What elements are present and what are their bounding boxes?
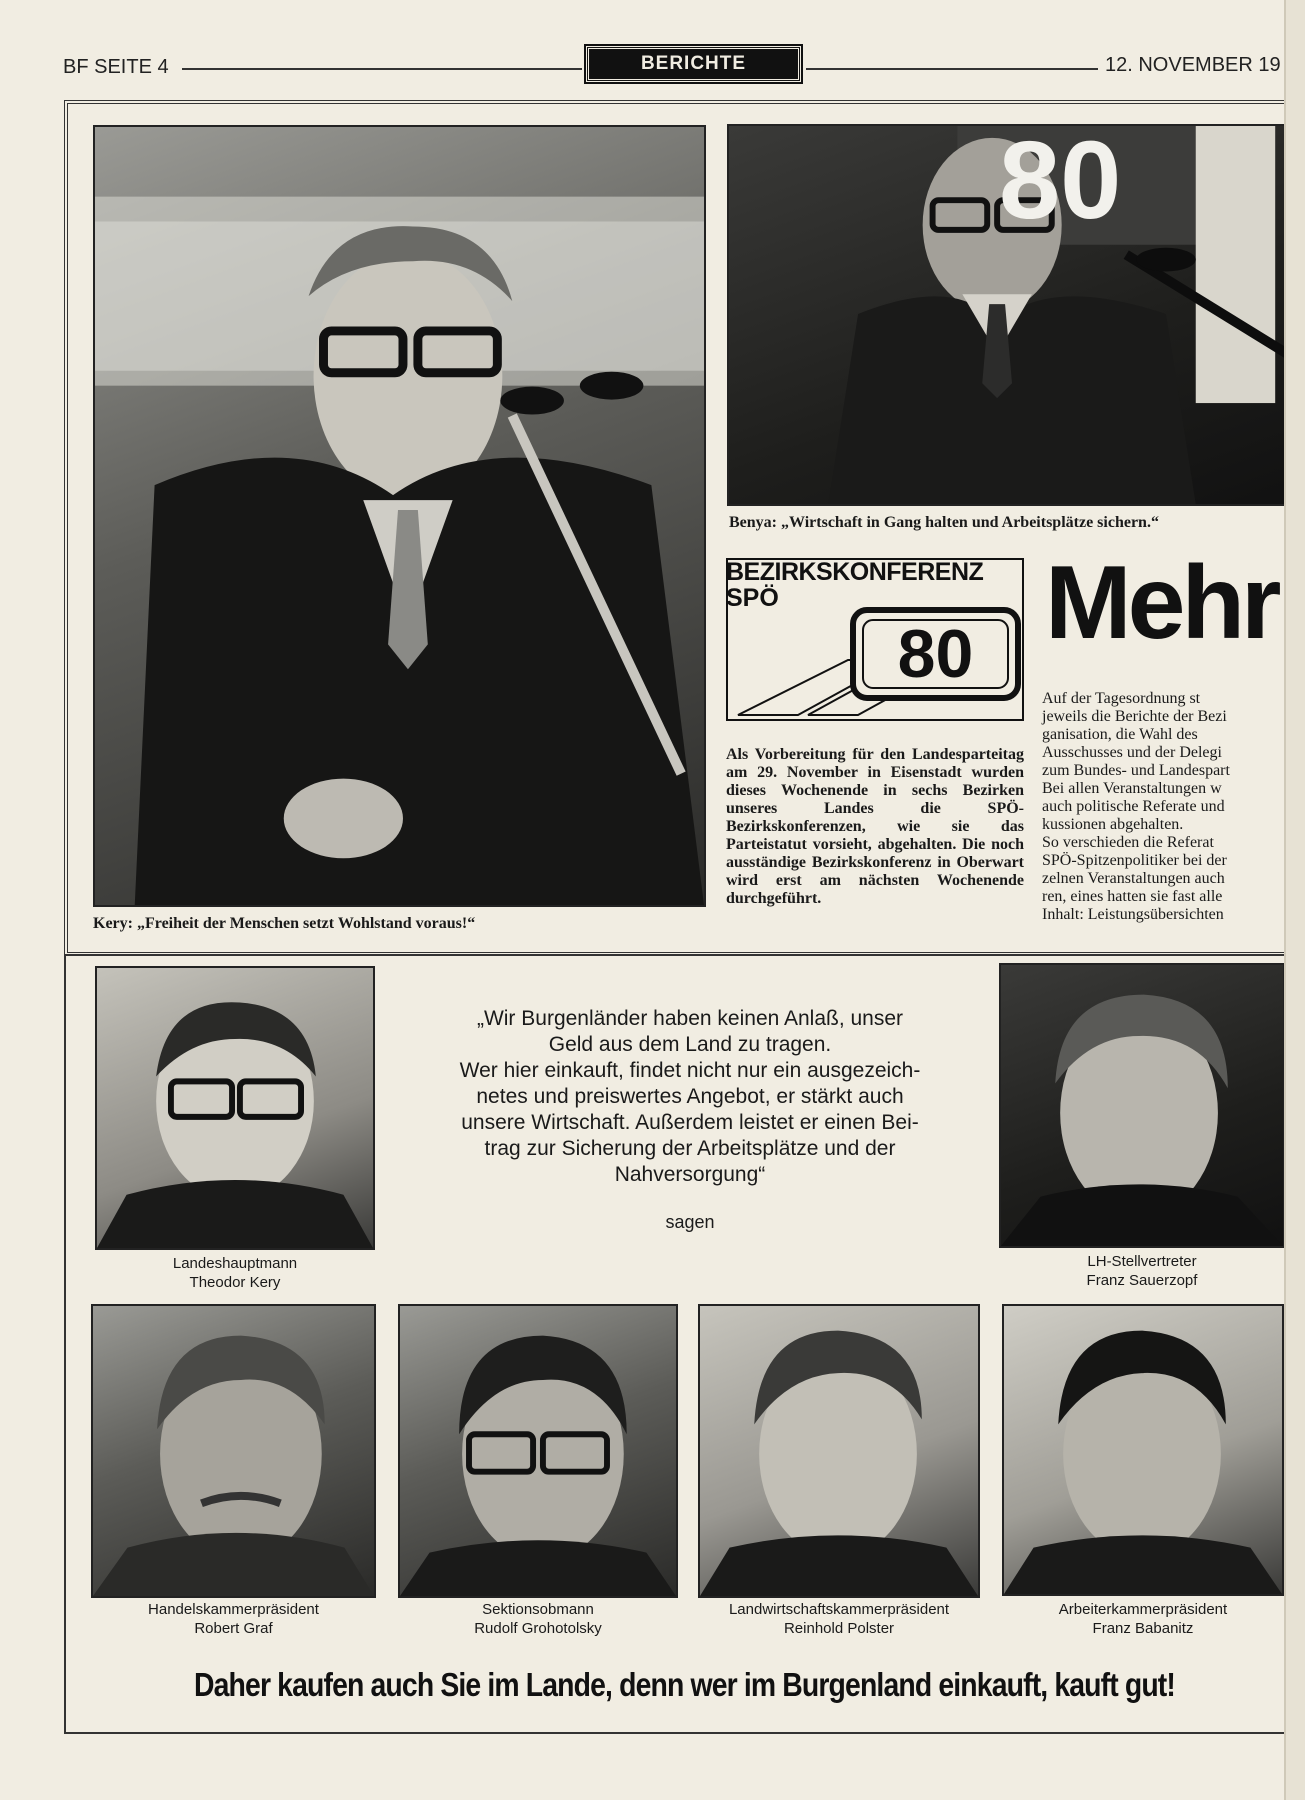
quote-line: „Wir Burgenländer haben keinen Anlaß, unser: [476, 1007, 904, 1030]
portrait-caption-babanitz: [1002, 1600, 1284, 1638]
ad-slogan: Daher kaufen auch Sie im Lande, denn wer im Burgenland einkauft, kauft gut!: [193, 1666, 1175, 1703]
issue-date: 12. NOVEMBER 19: [1105, 54, 1281, 76]
person-title: Arbeiterkammerpräsident: [1058, 1601, 1228, 1618]
quote-line: unsere Wirtschaft. Außerdem leistet er einen Bei-: [461, 1111, 919, 1134]
article-line: Ausschusses und der Delegi: [1042, 744, 1222, 761]
quote-line: netes und preiswertes Angebot, er stärkt auch: [476, 1085, 904, 1108]
article-line: kussionen abgehalten.: [1042, 816, 1184, 833]
article-line: SPÖ-Spitzenpolitiker bei der: [1042, 852, 1227, 869]
person-title: LH-Stellvertreter: [1087, 1253, 1197, 1270]
person-title: Sektionsobmann: [482, 1601, 594, 1618]
page-edge: [1284, 0, 1305, 1800]
portrait-sauerzopf: [999, 963, 1285, 1248]
article-intro-text: Als Vorbereitung für den Landesparteitag am 29. November in Eisenstadt wurden dieses Wochenende in sechs Bezirken unseres Landes die SPÖ-Bezirkskonferenzen, wie sie das Parteistatut vorsieht, abgehalten. Die noch ausständige Bezirkskonferenz in Oberwart wird erst am nächsten Wochenende durchgeführt.: [726, 746, 1024, 907]
backdrop-80-text: 80: [999, 124, 1122, 242]
quote-line: Wer hier einkauft, findet nicht nur ein ausgezeich-: [459, 1059, 921, 1082]
logo-number: 80: [897, 616, 974, 692]
portrait-caption-kery: [95, 1254, 375, 1292]
benya-speech-photo: [727, 124, 1305, 506]
article-line: jeweils die Berichte der Bezi: [1042, 708, 1227, 725]
quote-line: Nahversorgung“: [614, 1163, 766, 1186]
portrait-babanitz: [1002, 1304, 1284, 1596]
section-title: BERICHTE: [586, 46, 801, 82]
person-name: Reinhold Polster: [783, 1620, 895, 1637]
ad-quote: [400, 1006, 980, 1188]
portrait-graf: [91, 1304, 376, 1598]
person-name: Rudolf Grohotolsky: [474, 1620, 602, 1637]
benya-photo-caption: Benya: „Wirtschaft in Gang halten und Arbeitsplätze sichern.“: [729, 514, 1159, 531]
article-headline: Mehr: [1045, 545, 1278, 661]
header-rule-left: [182, 68, 582, 70]
portrait-caption-polster: [690, 1600, 988, 1638]
quote-line: Geld aus dem Land zu tragen.: [548, 1033, 832, 1056]
article-line: zum Bundes- und Landespart: [1042, 762, 1230, 779]
person-name: Franz Babanitz: [1092, 1620, 1194, 1637]
kery-speech-photo: [93, 125, 706, 907]
header-rule-right: [806, 68, 1098, 70]
article-intro: [726, 746, 1024, 908]
article-line: Bei allen Veranstaltungen w: [1042, 780, 1222, 797]
article-line: So verschieden die Referat: [1042, 834, 1214, 851]
article-line: Inhalt: Leistungsübersichten: [1042, 906, 1224, 923]
logo-party: SPÖ: [726, 584, 779, 612]
person-name: Robert Graf: [194, 1620, 273, 1637]
article-line: Auf der Tagesordnung st: [1042, 690, 1201, 707]
portrait-caption-grohotolsky: [398, 1600, 678, 1638]
kery-photo-caption: Kery: „Freiheit der Menschen setzt Wohlstand voraus!“: [93, 915, 476, 932]
portrait-caption-sauerzopf: [999, 1252, 1285, 1290]
article-line: auch politische Referate und: [1042, 798, 1225, 815]
portrait-grohotolsky: [398, 1304, 678, 1598]
person-title: Landwirtschaftskammerpräsident: [728, 1601, 950, 1618]
portrait-caption-graf: [91, 1600, 376, 1638]
portrait-kery: [95, 966, 375, 1250]
article-line: zelnen Veranstaltungen auch: [1042, 870, 1225, 887]
person-name: Franz Sauerzopf: [1086, 1272, 1198, 1289]
person-title: Landeshauptmann: [172, 1255, 298, 1272]
quote-line: trag zur Sicherung der Arbeitsplätze und der: [484, 1137, 896, 1160]
article-line: ganisation, die Wahl des: [1042, 726, 1198, 743]
person-title: Handelskammerpräsident: [148, 1601, 319, 1618]
portrait-polster: [698, 1304, 980, 1598]
article-body: [1042, 690, 1287, 924]
ad-sagen: sagen: [665, 1212, 715, 1232]
logo-title: BEZIRKSKONFERENZ: [726, 558, 984, 586]
article-line: ren, eines hatten sie fast alle: [1042, 888, 1223, 905]
person-name: Theodor Kery: [189, 1274, 281, 1291]
page-label: BF SEITE 4: [63, 56, 169, 78]
